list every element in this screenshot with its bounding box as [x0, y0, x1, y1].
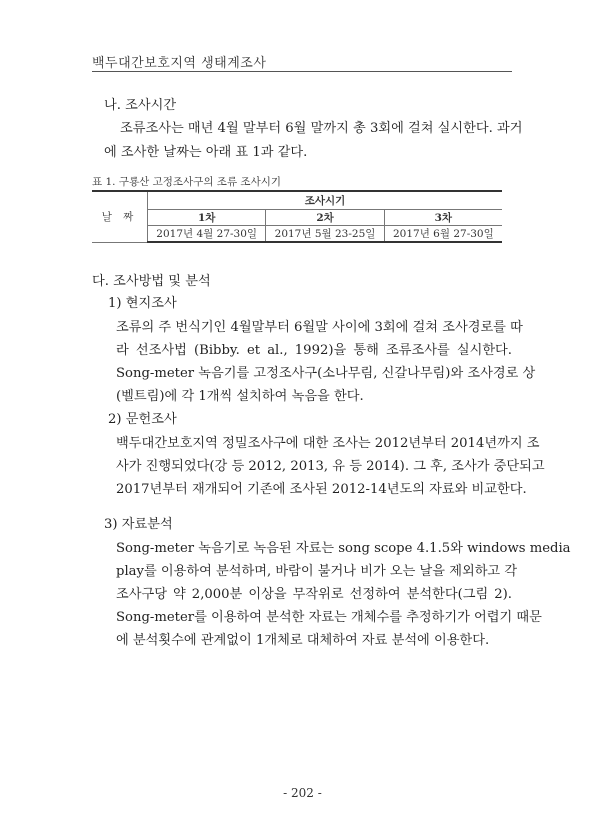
table-cell-date: 2017년 6월 27-30일: [384, 226, 502, 243]
page-number: - 202 -: [283, 786, 322, 800]
table-group-header: 조사시기: [148, 191, 503, 210]
paragraph-line: 조류조사는 매년 4월 말부터 6월 말까지 총 3회에 걸쳐 실시한다. 과거: [120, 121, 523, 136]
paragraph-line: 조류의 주 번식기인 4월말부터 6월말 사이에 3회에 걸쳐 조사경로를 따: [116, 320, 523, 335]
table-row-header: 날 짜: [92, 191, 148, 242]
table-column-header: 2차: [266, 210, 384, 226]
paragraph-line: 사가 진행되었다(강 등 2012, 2013, 유 등 2014). 그 후, 조사가 중단되고: [116, 459, 545, 474]
table-column-header: 1차: [148, 210, 266, 226]
paragraph-line: 조사구당 약 2,000분 이상을 무작위로 선정하여 분석한다(그림 2).: [116, 587, 512, 602]
paragraph-line: 에 분석횟수에 관계없이 1개체로 대체하여 자료 분석에 이용한다.: [116, 633, 490, 648]
subsection-title: 1) 현지조사: [108, 296, 177, 311]
paragraph-line: play를 이용하여 분석하며, 바람이 불거나 비가 오는 날을 제외하고 각: [116, 564, 518, 579]
section-heading-survey-time: 나. 조사시간: [104, 98, 177, 113]
subsection-title: 3) 자료분석: [104, 517, 173, 532]
table-cell-date: 2017년 5월 23-25일: [266, 226, 384, 243]
table-cell-date: 2017년 4월 27-30일: [148, 226, 266, 243]
paragraph-line: Song-meter 녹음기를 고정조사구(소나무림, 신갈나무림)와 조사경로 상: [116, 366, 536, 381]
section-heading-method: 다. 조사방법 및 분석: [92, 274, 211, 289]
paragraph-line: 백두대간보호지역 정밀조사구에 대한 조사는 2012년부터 2014년까지 조: [116, 436, 540, 451]
header-rule: [92, 71, 512, 72]
running-header: 백두대간보호지역 생태계조사: [92, 56, 267, 71]
table-column-header: 3차: [384, 210, 502, 226]
paragraph-line: 라 선조사법 (Bibby. et al., 1992)을 통해 조류조사를 실시한다.: [116, 343, 512, 358]
paragraph-line: Song-meter 녹음기로 녹음된 자료는 song scope 4.1.5와 windows media: [116, 541, 571, 556]
survey-period-table: [92, 190, 502, 243]
paragraph-line: Song-meter를 이용하여 분석한 자료는 개체수를 추정하기가 어렵기 때문: [116, 610, 542, 625]
subsection-title: 2) 문헌조사: [108, 412, 177, 427]
table-caption: 표 1. 구룡산 고정조사구의 조류 조사시기: [92, 176, 281, 188]
paragraph-line: 2017년부터 재개되어 기존에 조사된 2012-14년도의 자료와 비교한다.: [116, 482, 527, 497]
paragraph-line: 에 조사한 날짜는 아래 표 1과 같다.: [104, 145, 308, 160]
paragraph-line: (벨트림)에 각 1개씩 설치하여 녹음을 한다.: [116, 389, 364, 404]
